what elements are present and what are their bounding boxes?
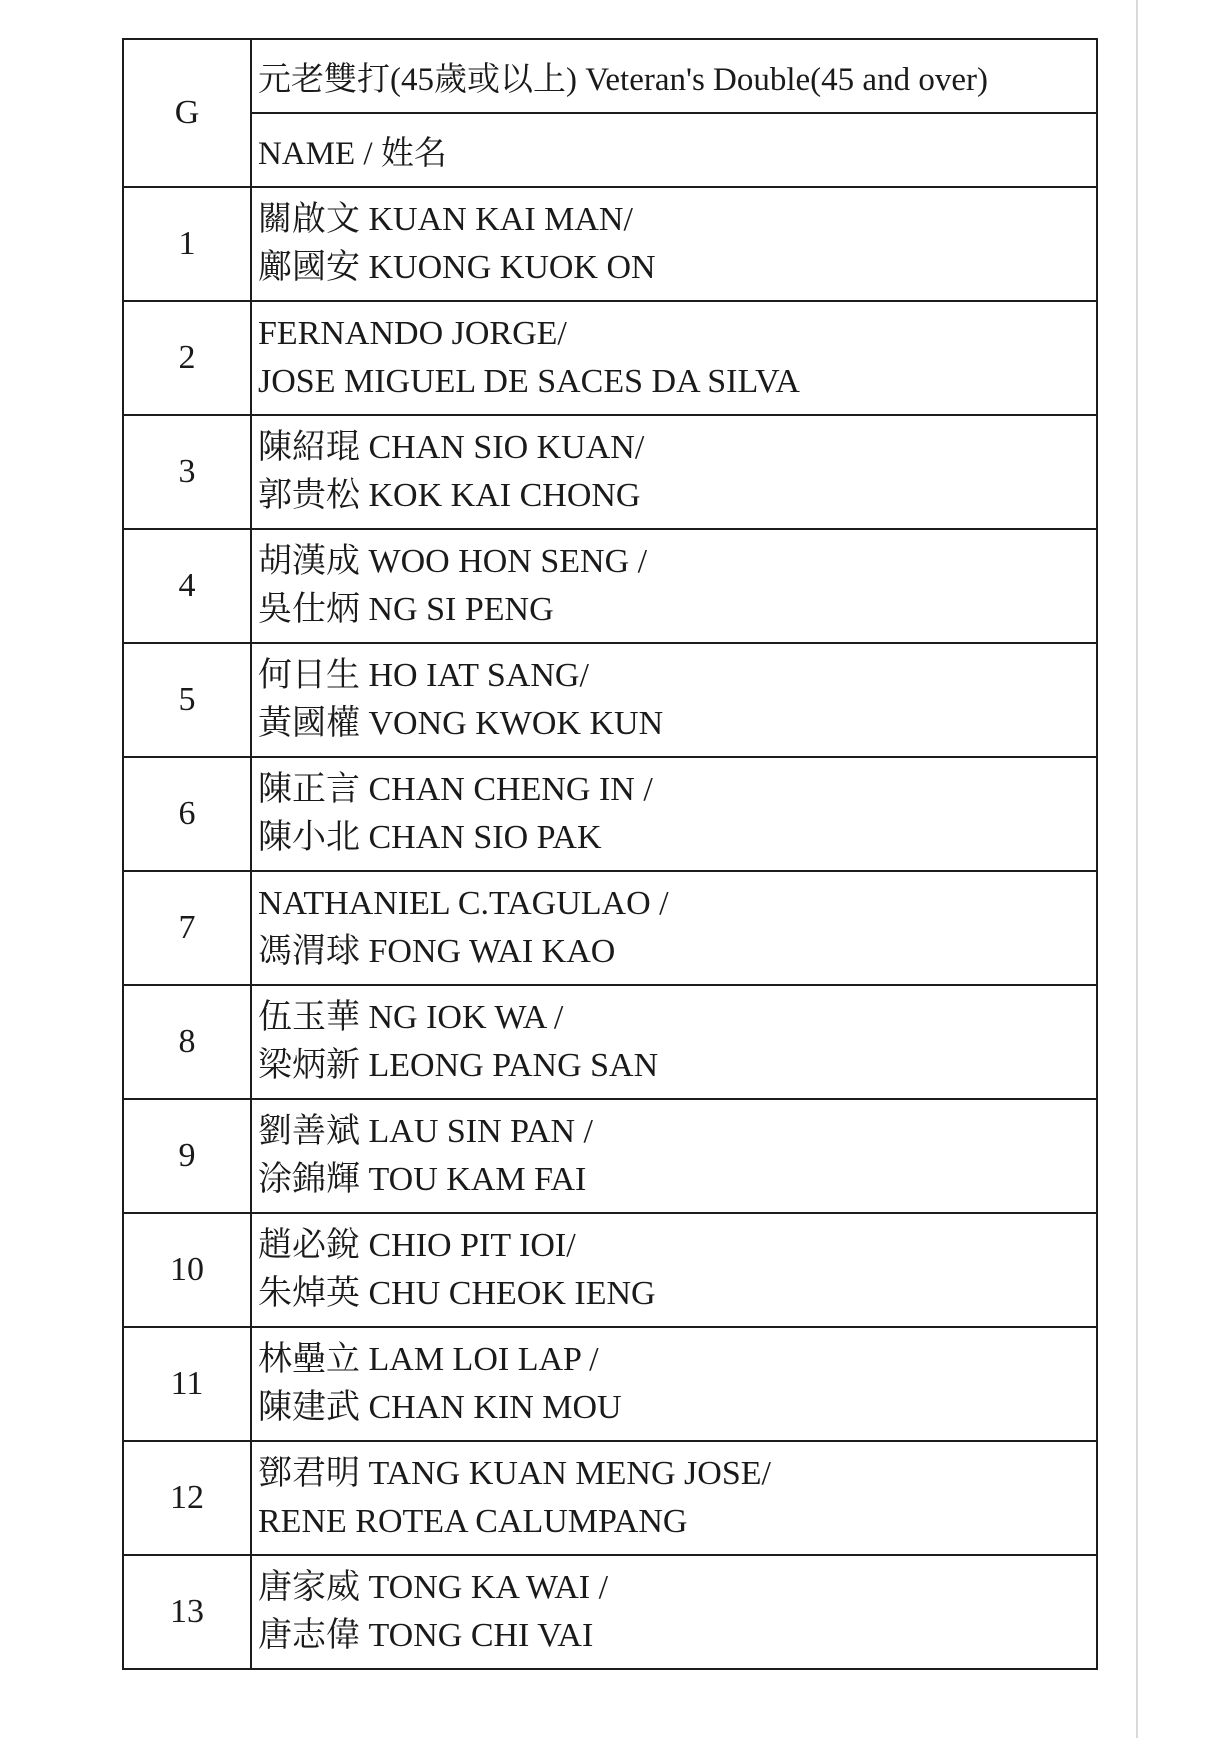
player-2: 陳小北 CHAN SIO PAK (258, 819, 602, 856)
player-2: 陳建武 CHAN KIN MOU (258, 1389, 622, 1426)
entry-names (251, 757, 1097, 871)
table-row (123, 1441, 1097, 1555)
table-row (123, 643, 1097, 757)
entry-number: 12 (123, 1441, 251, 1555)
player-1: 劉善斌 LAU SIN PAN / (258, 1113, 594, 1150)
entry-names (251, 1555, 1097, 1669)
header-row (123, 113, 1097, 187)
player-1: 陳正言 CHAN CHENG IN / (258, 771, 653, 808)
entry-number: 4 (123, 529, 251, 643)
table-row (123, 1213, 1097, 1327)
player-2: 吳仕炳 NG SI PENG (258, 591, 554, 628)
veterans-double-table (122, 38, 1098, 1670)
entry-number: 6 (123, 757, 251, 871)
group-label: G (123, 39, 251, 187)
player-2: 馮渭球 FONG WAI KAO (258, 933, 616, 970)
player-2: 梁炳新 LEONG PANG SAN (258, 1047, 659, 1084)
entry-names (251, 1213, 1097, 1327)
entry-number: 8 (123, 985, 251, 1099)
entry-names (251, 871, 1097, 985)
entry-number: 7 (123, 871, 251, 985)
entry-names (251, 301, 1097, 415)
table-row (123, 1099, 1097, 1213)
table-row (123, 871, 1097, 985)
player-1: 伍玉華 NG IOK WA / (258, 999, 564, 1036)
table-row (123, 529, 1097, 643)
table-row (123, 187, 1097, 301)
entry-number: 5 (123, 643, 251, 757)
table-row (123, 301, 1097, 415)
table-row (123, 1327, 1097, 1441)
player-1: 林壘立 LAM LOI LAP / (258, 1341, 599, 1378)
entry-names (251, 1099, 1097, 1213)
player-1: 何日生 HO IAT SANG/ (258, 657, 589, 694)
entry-names (251, 187, 1097, 301)
player-1: 胡漢成 WOO HON SENG / (258, 543, 648, 580)
table-row (123, 757, 1097, 871)
player-1: 陳紹琨 CHAN SIO KUAN/ (258, 429, 645, 466)
table-row (123, 1555, 1097, 1669)
player-1: NATHANIEL C.TAGULAO / (258, 885, 669, 922)
player-1: 唐家威 TONG KA WAI / (258, 1569, 609, 1606)
entry-number: 3 (123, 415, 251, 529)
entry-names (251, 415, 1097, 529)
entry-number: 10 (123, 1213, 251, 1327)
player-1: FERNANDO JORGE/ (258, 315, 567, 352)
entry-names (251, 1327, 1097, 1441)
event-title: 元老雙打(45歲或以上) Veteran's Double(45 and over) (251, 39, 1097, 113)
player-2: 郭贵松 KOK KAI CHONG (258, 477, 641, 514)
player-2: JOSE MIGUEL DE SACES DA SILVA (258, 363, 800, 400)
player-2: 涂錦輝 TOU KAM FAI (258, 1161, 587, 1198)
scan-edge-line (1136, 0, 1138, 1738)
entry-number: 13 (123, 1555, 251, 1669)
player-2: RENE ROTEA CALUMPANG (258, 1503, 688, 1540)
entry-number: 2 (123, 301, 251, 415)
entry-number: 9 (123, 1099, 251, 1213)
player-1: 趙必銳 CHIO PIT IOI/ (258, 1227, 576, 1264)
table-row (123, 415, 1097, 529)
name-column-header: NAME / 姓名 (251, 113, 1097, 187)
entry-names (251, 1441, 1097, 1555)
player-2: 鄺國安 KUONG KUOK ON (258, 249, 656, 286)
player-2: 唐志偉 TONG CHI VAI (258, 1617, 594, 1654)
entry-names (251, 985, 1097, 1099)
entry-number: 11 (123, 1327, 251, 1441)
entry-names (251, 643, 1097, 757)
table-row (123, 985, 1097, 1099)
player-1: 關啟文 KUAN KAI MAN/ (258, 201, 633, 238)
entry-number: 1 (123, 187, 251, 301)
entry-names (251, 529, 1097, 643)
player-2: 黃國權 VONG KWOK KUN (258, 705, 664, 742)
title-row (123, 39, 1097, 113)
player-1: 鄧君明 TANG KUAN MENG JOSE/ (258, 1455, 771, 1492)
player-2: 朱焯英 CHU CHEOK IENG (258, 1275, 656, 1312)
